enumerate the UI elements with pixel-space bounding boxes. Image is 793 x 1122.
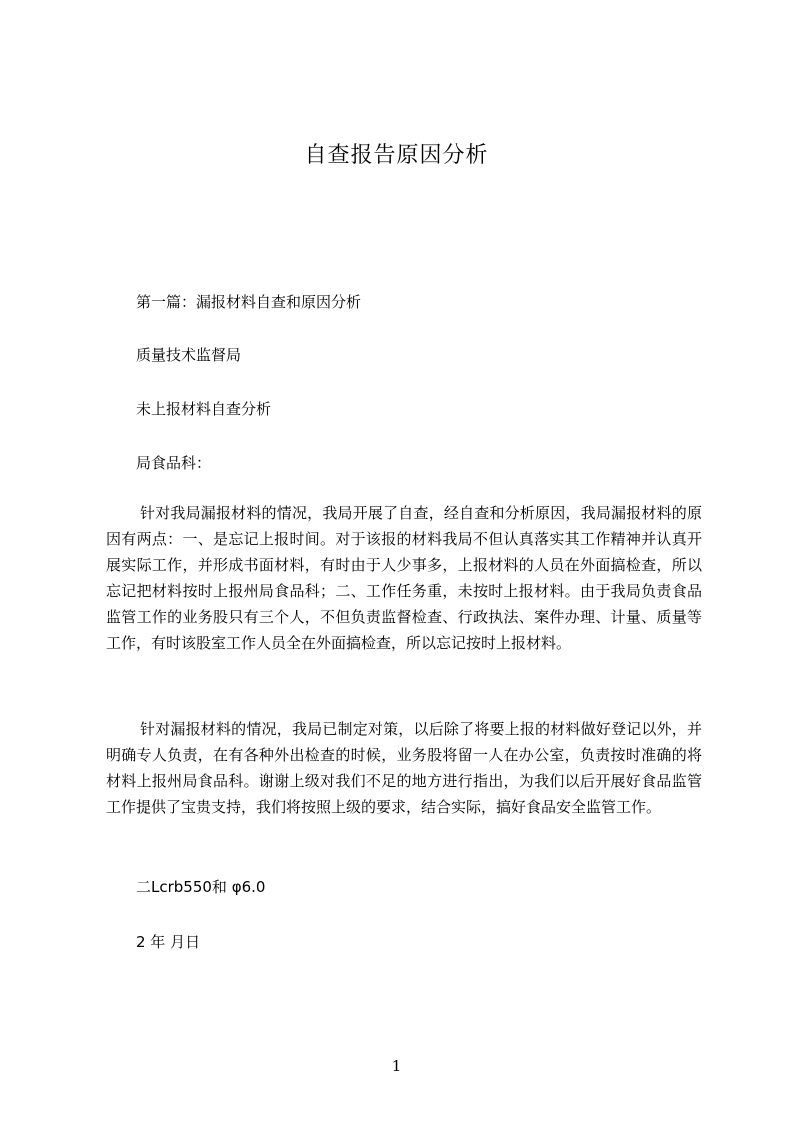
document-title: 自查报告原因分析 [304, 143, 489, 168]
subject-line: 未上报材料自查分析 [136, 400, 272, 418]
code-line: 二Lcrb550和 φ6.0 [136, 878, 266, 896]
body-paragraph-2: 针对漏报材料的情况，我局已制定对策，以后除了将要上报的材料做好登记以外，并明确专人负责，在有各种外出检查的时候，业务股将留一人在办公室，负责按时准确的将材料上报州局食品科。谢谢上级对我们不足的地方进行指出，为我们以后开展好食品监管工作提供了宝贵支持，我们将按照上级的要求，结合实际，搞好食品安全监管工作。 [106, 720, 702, 816]
body-paragraph-1: 针对我局漏报材料的情况，我局开展了自查，经自查和分析原因，我局漏报材料的原因有两点：一、是忘记上报时间。对于该报的材料我局不但认真落实其工作精神并认真开展实际工作，并形成书面材料，有时由于人少事多，上报材料的人员在外面搞检查，所以忘记把材料按时上报州局食品科；二、工作任务重，未按时上报材料。由于我局负责食品监管工作的业务股只有三个人，不但负责监督检查、行政执法、案件办理、计量、质量等工作，有时该股室工作人员全在外面搞检查，所以忘记按时上报材料。 [106, 504, 702, 652]
organization-line: 质量技术监督局 [136, 346, 242, 364]
date-line: 2 年 月日 [136, 933, 201, 951]
section-heading: 第一篇：漏报材料自查和原因分析 [136, 293, 362, 311]
page-number: 1 [391, 1057, 402, 1075]
addressee-line: 局食品科： [136, 454, 212, 472]
